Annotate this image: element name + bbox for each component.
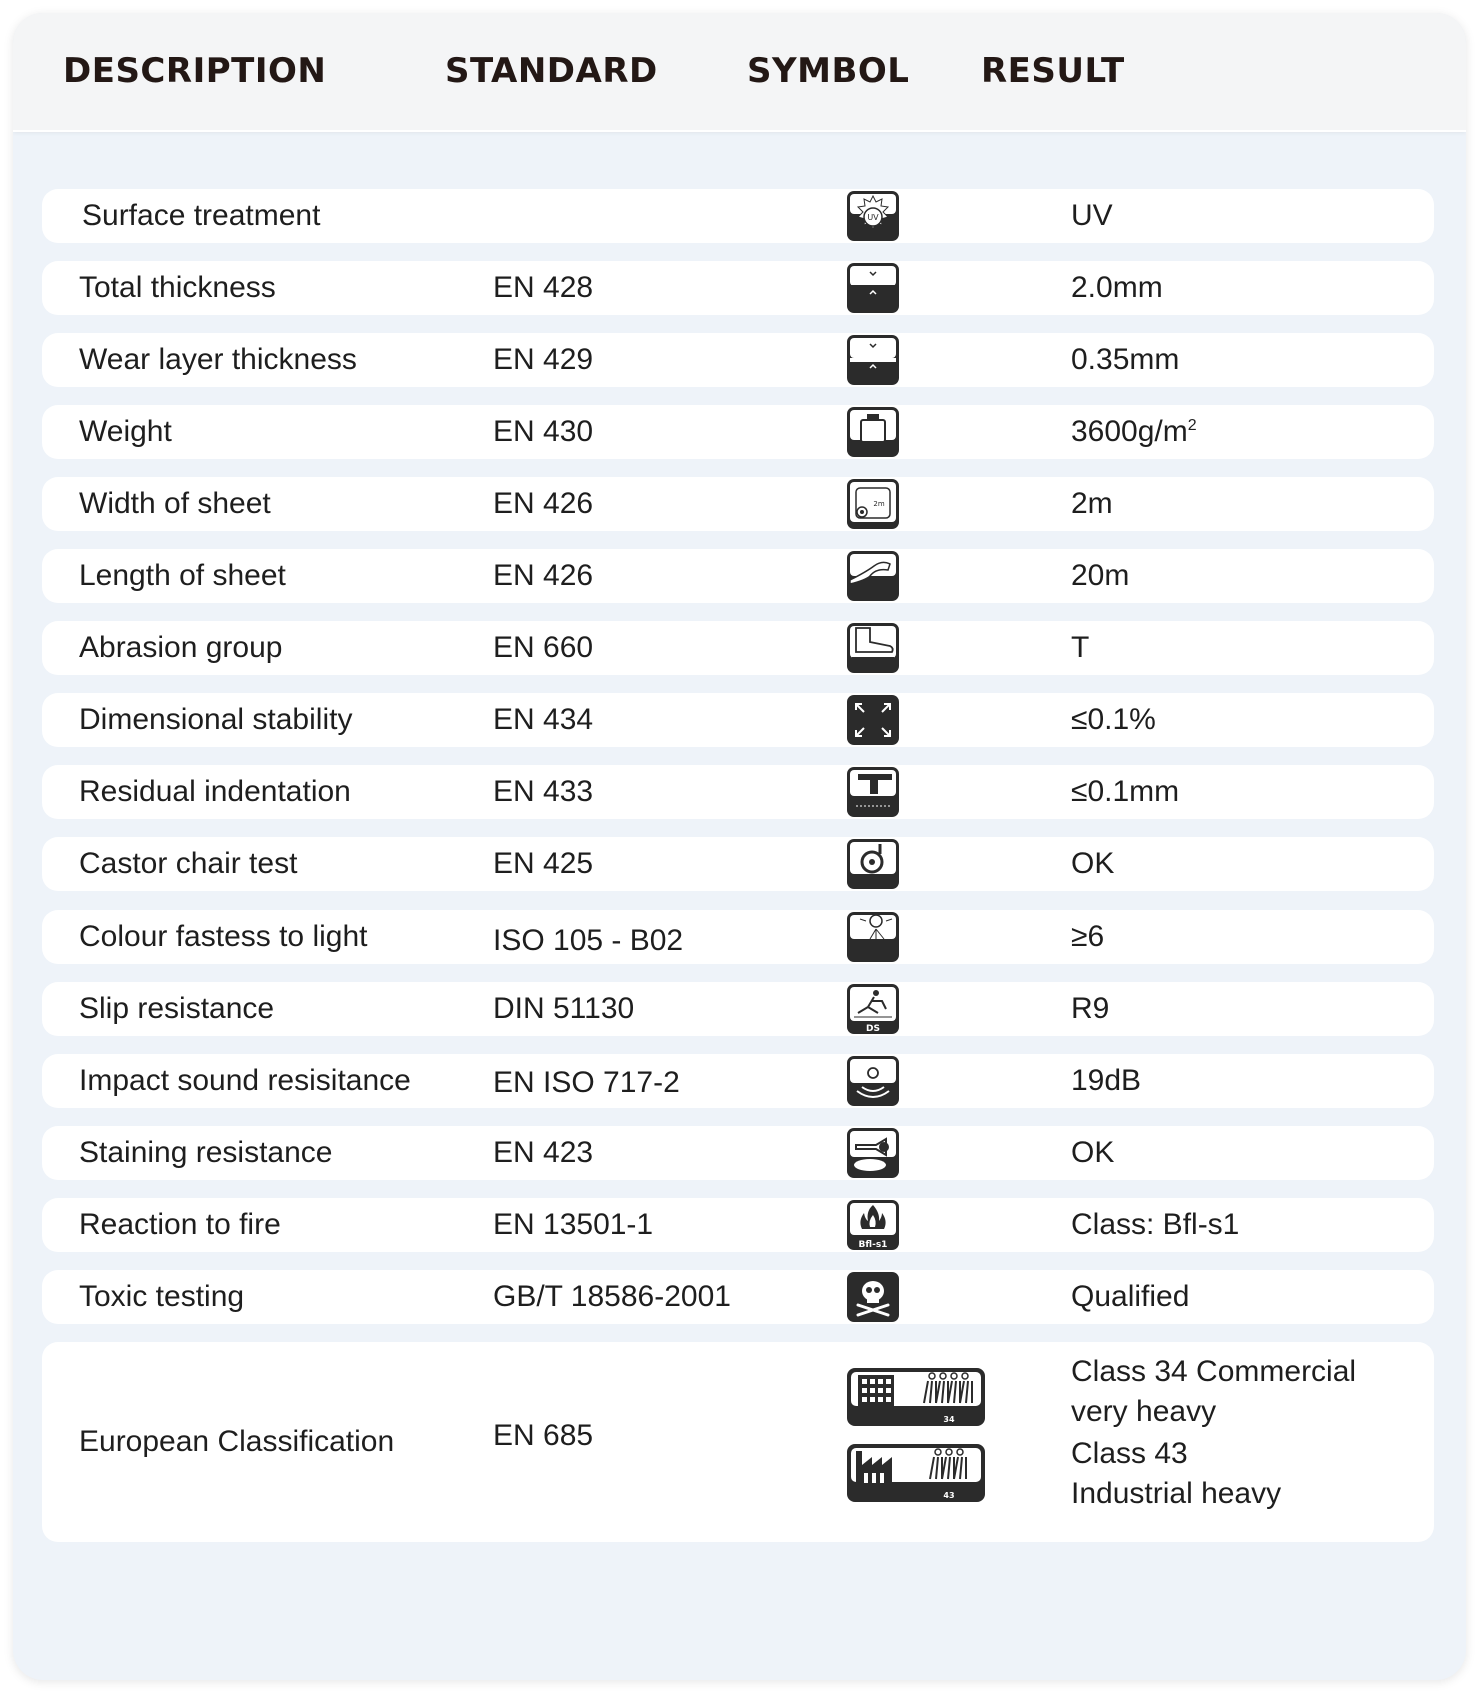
row-result: 2.0mm [1071,271,1163,304]
table-row [42,693,1434,747]
table-row [42,982,1434,1036]
table-row [42,837,1434,891]
row-description: Staining resistance [79,1136,333,1169]
castor-wheel-icon [846,838,900,890]
row-result: ≥6 [1071,920,1105,953]
shoe-abrasion-icon [846,622,900,674]
table-row [42,549,1434,603]
table-row [42,189,1434,243]
row-description: Reaction to fire [79,1208,281,1241]
row-description: Wear layer thickness [79,343,357,376]
row-standard: EN 425 [493,847,594,880]
table-row [42,1126,1434,1180]
expand-arrows-icon [846,694,900,746]
table-row [42,477,1434,531]
row-standard: EN 429 [493,343,594,376]
roll-width-icon [846,478,900,530]
row-standard: EN 685 [493,1419,594,1452]
row-result: Qualified [1071,1280,1190,1313]
row-description: Toxic testing [79,1280,245,1313]
header-standard: STANDARD [445,51,658,91]
thickness-icon [846,262,900,314]
row-standard: EN 13501-1 [493,1208,654,1241]
row-result: 2m [1071,487,1113,520]
row-description: Abrasion group [79,631,283,664]
row-description: Castor chair test [79,847,298,880]
row-result: ≤0.1mm [1071,775,1180,808]
svg-text:34: 34 [943,1415,955,1424]
wear-layer-icon [846,334,900,386]
roll-length-icon [846,550,900,602]
svg-text:UV: UV [867,213,879,222]
commercial-building-icon [846,1367,986,1429]
row-description: Residual indentation [79,775,351,808]
fire-icon [846,1199,900,1251]
row-description: Dimensional stability [79,703,353,736]
spec-table-card [13,13,1466,1680]
table-row [42,333,1434,387]
classification-results [1071,1352,1356,1514]
table-row [42,1198,1434,1252]
row-result: OK [1071,1136,1115,1169]
header-result: RESULT [981,51,1125,91]
class-34-line1: Class 34 Commercial [1071,1355,1357,1388]
row-description: Surface treatment [82,199,321,232]
class-34-line2: very heavy [1071,1395,1217,1428]
row-standard: ISO 105 - B02 [493,924,684,957]
header-description: DESCRIPTION [63,51,327,91]
row-standard: EN ISO 717-2 [493,1066,680,1099]
row-description: Width of sheet [79,487,271,520]
row-result: $3600g/m^2$ [1071,415,1197,448]
svg-text:Bfl-s1: Bfl-s1 [858,1240,888,1250]
row-result: 0.35mm [1071,343,1180,376]
class-43-line1: Class 43 [1071,1437,1188,1470]
row-result: Class: Bfl-s1 [1071,1208,1240,1241]
table-row [42,261,1434,315]
indentation-icon [846,766,900,818]
row-description: Impact sound resisitance [79,1064,411,1097]
superscript: 2 [1187,417,1197,434]
uv-sun-icon [846,190,900,242]
row-description: Length of sheet [79,559,286,592]
row-standard: EN 426 [493,487,594,520]
row-standard: EN 434 [493,703,594,736]
row-result: 20m [1071,559,1130,592]
row-description: Slip resistance [79,992,275,1025]
row-standard: EN 428 [493,271,594,304]
row-result: R9 [1071,992,1110,1025]
table-row [42,765,1434,819]
svg-text:2m: 2m [873,500,885,508]
class-43-line2: Industrial heavy [1071,1477,1282,1510]
row-result: OK [1071,847,1115,880]
industrial-factory-icon [846,1443,986,1505]
row-result: T [1071,631,1090,664]
row-result: UV [1071,199,1113,232]
row-standard: DIN 51130 [493,992,635,1025]
table-header [13,13,1466,132]
row-standard: EN 430 [493,415,594,448]
row-standard: EN 660 [493,631,594,664]
row-description: Weight [79,415,172,448]
table-row [42,405,1434,459]
table-row [42,910,1434,964]
header-symbol: SYMBOL [747,51,910,91]
row-description: European Classification [79,1425,395,1458]
table-row [42,1270,1434,1324]
table-row [42,621,1434,675]
weight-icon [846,406,900,458]
slip-person-icon [846,983,900,1035]
row-result: ≤0.1% [1071,703,1156,736]
svg-text:DS: DS [866,1024,880,1034]
sound-waves-icon [846,1055,900,1107]
row-standard: EN 433 [493,775,594,808]
row-result: 19dB [1071,1064,1142,1097]
row-standard: GB/T 18586-2001 [493,1280,731,1313]
svg-text:43: 43 [943,1491,955,1500]
row-description: Total thickness [79,271,276,304]
table-row [42,1054,1434,1108]
row-standard: EN 423 [493,1136,594,1169]
skull-crossbones-icon [846,1271,900,1323]
row-description: Colour fastess to light [79,920,368,953]
sunlight-icon [846,911,900,963]
row-standard: EN 426 [493,559,594,592]
stain-bottle-icon [846,1127,900,1179]
classification-row [42,1342,1434,1542]
